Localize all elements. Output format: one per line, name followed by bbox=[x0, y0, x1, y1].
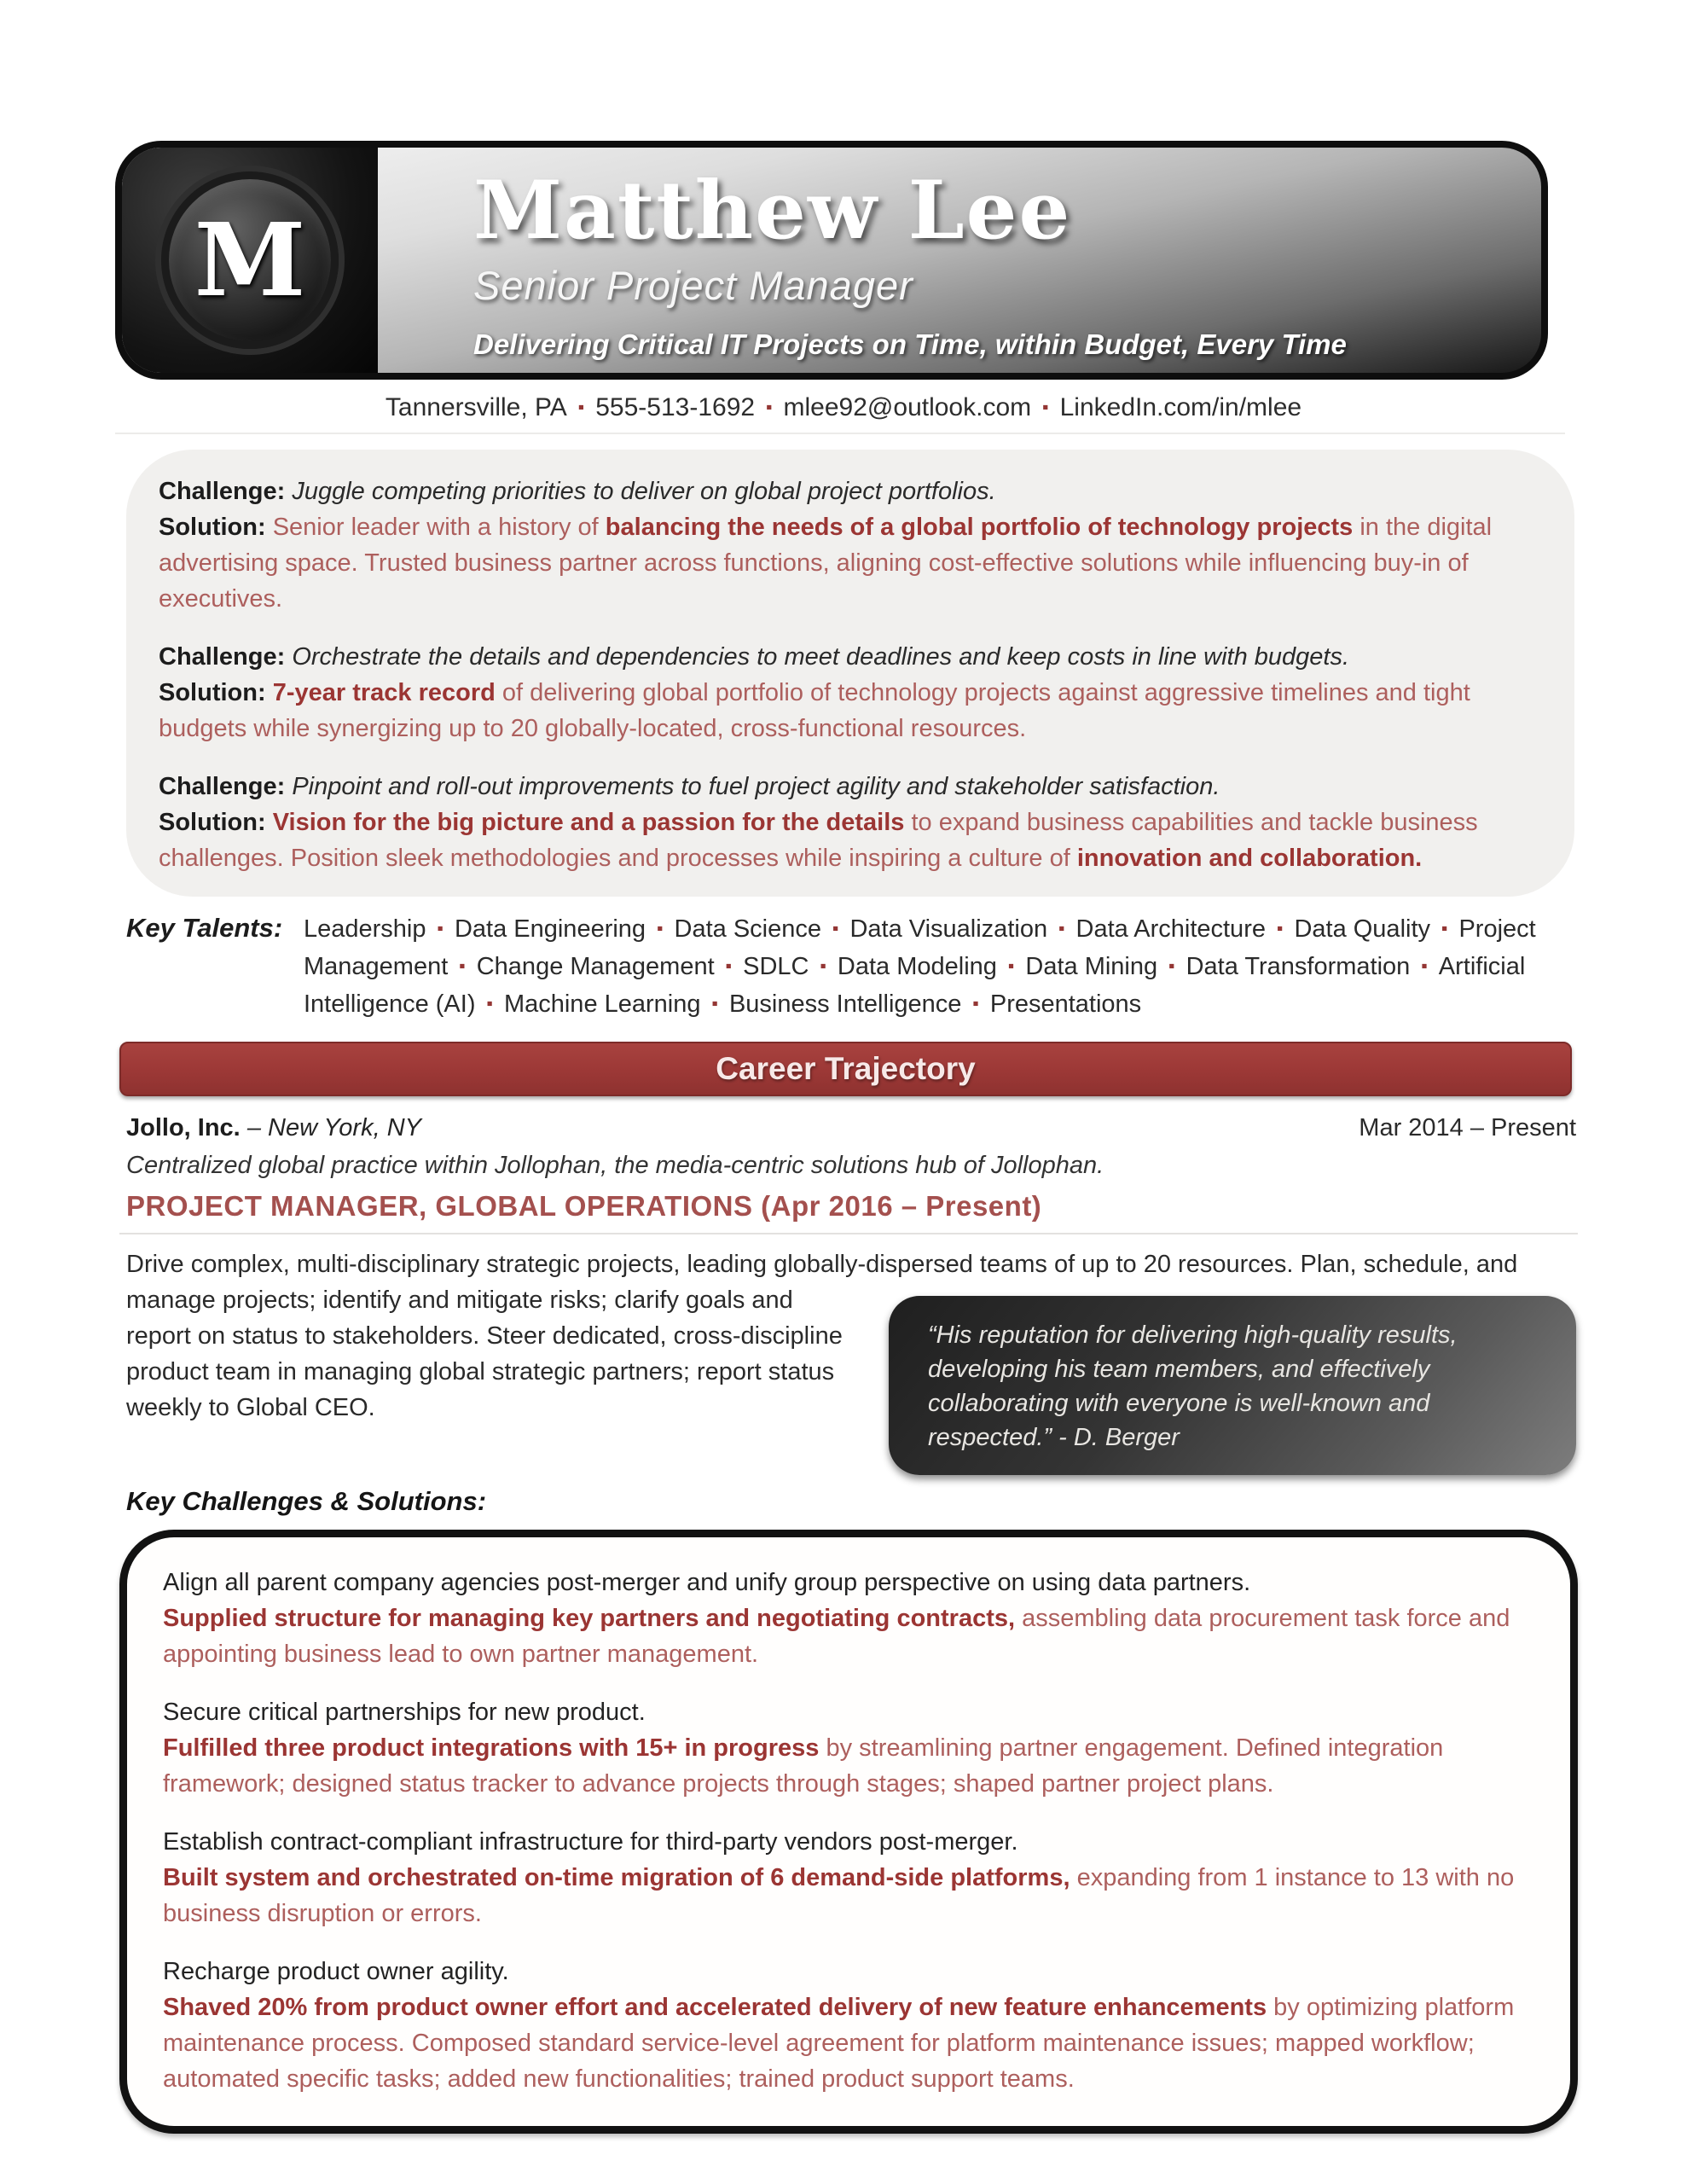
challenge-solution-block bbox=[159, 639, 1527, 746]
talent-item: Change Management bbox=[476, 953, 715, 980]
contact-email[interactable]: mlee92@outlook.com bbox=[783, 393, 1032, 421]
kcs-solution-text: expanding from 1 instance to 13 with no business disruption or errors. bbox=[163, 1864, 1515, 1927]
talent-item: Data Engineering bbox=[454, 915, 646, 943]
talent-item: Data Modeling bbox=[837, 953, 997, 980]
talent-item: Leadership bbox=[304, 915, 426, 943]
kcs-item bbox=[163, 1694, 1529, 1802]
role-divider bbox=[119, 1233, 1578, 1234]
challenge-label: Challenge: bbox=[159, 478, 286, 505]
talent-item: Data Visualization bbox=[849, 915, 1048, 943]
challenge-text: Juggle competing priorities to deliver on global project portfolios. bbox=[292, 478, 996, 505]
key-challenges-box bbox=[119, 1530, 1578, 2134]
challenge-text: Pinpoint and roll-out improvements to fuel project agility and stakeholder satisfaction. bbox=[292, 773, 1220, 800]
bullet-separator: ▪ bbox=[1042, 398, 1049, 417]
kcs-solution-text: by optimizing platform maintenance process. Composed standard service-level agreement for platform maintenance issues; mapped workflow; automated specific tasks; added new functionalities; trained product support teams. bbox=[163, 1994, 1515, 2093]
kcs-item bbox=[163, 1824, 1529, 1931]
solution-text: in the digital advertising space. Trusted business partner across functions, aligning cost-effective solutions while influencing buy-in of executives. bbox=[159, 514, 1493, 613]
talent-item: Data Architecture bbox=[1075, 915, 1266, 943]
bullet-separator: ▪ bbox=[1276, 919, 1284, 938]
kcs-solution-line bbox=[163, 1600, 1529, 1672]
contact-location: Tannersville, PA bbox=[385, 393, 567, 421]
solution-label: Solution: bbox=[159, 514, 266, 541]
kcs-challenge-text: Secure critical partnerships for new product. bbox=[163, 1699, 646, 1726]
bullet-separator: ▪ bbox=[1007, 956, 1015, 976]
bullet-separator: ▪ bbox=[766, 398, 773, 417]
challenge-label: Challenge: bbox=[159, 643, 286, 671]
kcs-challenge-text: Establish contract-compliant infrastructure for third-party vendors post-merger. bbox=[163, 1828, 1018, 1856]
talent-item: Machine Learning bbox=[503, 990, 701, 1018]
talent-item: Presentations bbox=[989, 990, 1142, 1018]
key-talents-list bbox=[304, 910, 1576, 1023]
challenge-solution-block bbox=[159, 769, 1527, 876]
talent-item: Data Quality bbox=[1294, 915, 1431, 943]
kcs-item bbox=[163, 1954, 1529, 2097]
job-description-text: Drive complex, multi-disciplinary strategic projects, leading globally-dispersed teams of up to 20 resources. Plan, schedule, and manage projects; identify and mitigate risks; clarify goals and report on status to stakeholders. Steer dedicated, cross-discipline product team in managing global strategic partners; report status weekly to Global CEO. bbox=[126, 1251, 1518, 1421]
key-talents bbox=[126, 910, 1576, 1023]
bullet-separator: ▪ bbox=[711, 994, 718, 1014]
bullet-separator: ▪ bbox=[459, 956, 466, 976]
talent-item: Data Mining bbox=[1025, 953, 1158, 980]
testimonial-text: “His reputation for delivering high-quality results, developing his team members, and effectively collaborating with everyone is well-known and respected.” bbox=[928, 1321, 1458, 1451]
challenge-text: Orchestrate the details and dependencies to meet deadlines and keep costs in line with budgets. bbox=[292, 643, 1350, 671]
monogram-badge bbox=[122, 148, 378, 373]
kcs-challenge-text: Align all parent company agencies post-merger and unify group perspective on using data partners. bbox=[163, 1569, 1251, 1596]
company-location: – New York, NY bbox=[246, 1114, 421, 1141]
contact-line bbox=[0, 390, 1687, 426]
talent-item: SDLC bbox=[743, 953, 809, 980]
solution-text: of delivering global portfolio of technology projects against aggressive timelines and tight budgets while synergizing up to 20 globally-located, cross-functional resources. bbox=[159, 679, 1470, 742]
solution-label: Solution: bbox=[159, 809, 266, 836]
key-talents-label: Key Talents: bbox=[126, 913, 283, 943]
company-description: Centralized global practice within Jollophan, the media-centric solutions hub of Jollophan. bbox=[126, 1152, 1104, 1179]
kcs-solution-line bbox=[163, 1730, 1529, 1802]
section-banner-career-trajectory bbox=[119, 1042, 1572, 1096]
contact-linkedin[interactable]: LinkedIn.com/in/mlee bbox=[1059, 393, 1302, 421]
contact-divider bbox=[115, 433, 1565, 434]
solution-line bbox=[159, 509, 1527, 617]
kcs-solution-text: by streamlining partner engagement. Defined integration framework; designed status tracker to advance projects through stages; shaped partner project plans. bbox=[163, 1734, 1444, 1798]
solution-text-bold: balancing the needs of a global portfolio of technology projects bbox=[605, 514, 1354, 541]
solution-text: to expand business capabilities and tackle business challenges. Position sleek methodologies and processes while inspiring a culture of bbox=[159, 809, 1478, 872]
job-description-paragraph bbox=[126, 1246, 1576, 1467]
kcs-solution-bold: Fulfilled three product integrations with 15+ in progress bbox=[163, 1734, 820, 1762]
job-dates: Mar 2014 – Present bbox=[1359, 1114, 1576, 1141]
challenge-line bbox=[159, 769, 1527, 804]
header-text bbox=[378, 148, 1347, 373]
company-name: Jollo, Inc. bbox=[126, 1114, 241, 1141]
section-banner-title: Career Trajectory bbox=[716, 1051, 976, 1086]
bullet-separator: ▪ bbox=[1441, 919, 1448, 938]
kcs-solution-line bbox=[163, 1860, 1529, 1931]
talent-item: Business Intelligence bbox=[728, 990, 962, 1018]
bullet-separator: ▪ bbox=[437, 919, 443, 938]
testimonial-attribution: - D. Berger bbox=[1052, 1424, 1180, 1451]
bullet-separator: ▪ bbox=[832, 919, 839, 938]
candidate-title: Senior Project Manager bbox=[473, 263, 913, 308]
quote-float-spacer bbox=[1575, 1246, 1576, 1296]
kcs-solution-text: assembling data procurement task force and appointing business lead to own partner management. bbox=[163, 1605, 1510, 1668]
bullet-separator: ▪ bbox=[486, 994, 493, 1014]
bullet-separator: ▪ bbox=[725, 956, 733, 976]
solution-text-bold: 7-year track record bbox=[272, 679, 496, 706]
solution-text-bold: innovation and collaboration. bbox=[1076, 845, 1423, 872]
kcs-solution-bold: Built system and orchestrated on-time migration of 6 demand-side platforms, bbox=[163, 1864, 1070, 1891]
bullet-separator: ▪ bbox=[1421, 956, 1428, 976]
kcs-item bbox=[163, 1565, 1529, 1672]
talent-item: Data Transformation bbox=[1186, 953, 1411, 980]
challenge-solution-block bbox=[159, 473, 1527, 617]
monogram-circle bbox=[161, 171, 339, 349]
candidate-tagline: Delivering Critical IT Projects on Time, within Budget, Every Time bbox=[473, 328, 1347, 360]
job-company-line bbox=[126, 1110, 421, 1146]
kcs-solution-line bbox=[163, 1989, 1529, 2097]
key-challenges-label: Key Challenges & Solutions: bbox=[126, 1486, 487, 1516]
monogram-letter: M bbox=[194, 200, 306, 319]
bullet-separator: ▪ bbox=[1168, 956, 1175, 976]
bullet-separator: ▪ bbox=[577, 398, 585, 417]
solution-label: Solution: bbox=[159, 679, 266, 706]
talent-item: Project Management bbox=[304, 915, 1536, 980]
challenge-label: Challenge: bbox=[159, 773, 286, 800]
bullet-separator: ▪ bbox=[972, 994, 979, 1014]
summary-box bbox=[126, 450, 1574, 897]
kcs-solution-bold: Supplied structure for managing key partners and negotiating contracts, bbox=[163, 1605, 1016, 1632]
solution-line bbox=[159, 804, 1527, 876]
kcs-solution-bold: Shaved 20% from product owner effort and accelerated delivery of new feature enhancements bbox=[163, 1994, 1267, 2021]
candidate-name: Matthew Lee bbox=[473, 164, 1072, 258]
bullet-separator: ▪ bbox=[1058, 919, 1065, 938]
talent-item: Artificial Intelligence (AI) bbox=[304, 953, 1526, 1018]
contact-phone[interactable]: 555-513-1692 bbox=[595, 393, 756, 421]
job-heading-row bbox=[126, 1110, 1576, 1146]
challenge-line bbox=[159, 473, 1527, 509]
header-card bbox=[115, 141, 1548, 380]
talent-item: Data Science bbox=[674, 915, 822, 943]
bullet-separator: ▪ bbox=[820, 956, 826, 976]
solution-line bbox=[159, 675, 1527, 746]
kcs-challenge-text: Recharge product owner agility. bbox=[163, 1958, 509, 1985]
solution-text-bold: Vision for the big picture and a passion for the details bbox=[272, 809, 905, 836]
bullet-separator: ▪ bbox=[657, 919, 664, 938]
solution-text: Senior leader with a history of bbox=[272, 514, 606, 541]
challenge-line bbox=[159, 639, 1527, 675]
testimonial-quote-box bbox=[889, 1296, 1576, 1475]
job-role-title: PROJECT MANAGER, GLOBAL OPERATIONS (Apr 2016 – Present) bbox=[126, 1190, 1042, 1222]
